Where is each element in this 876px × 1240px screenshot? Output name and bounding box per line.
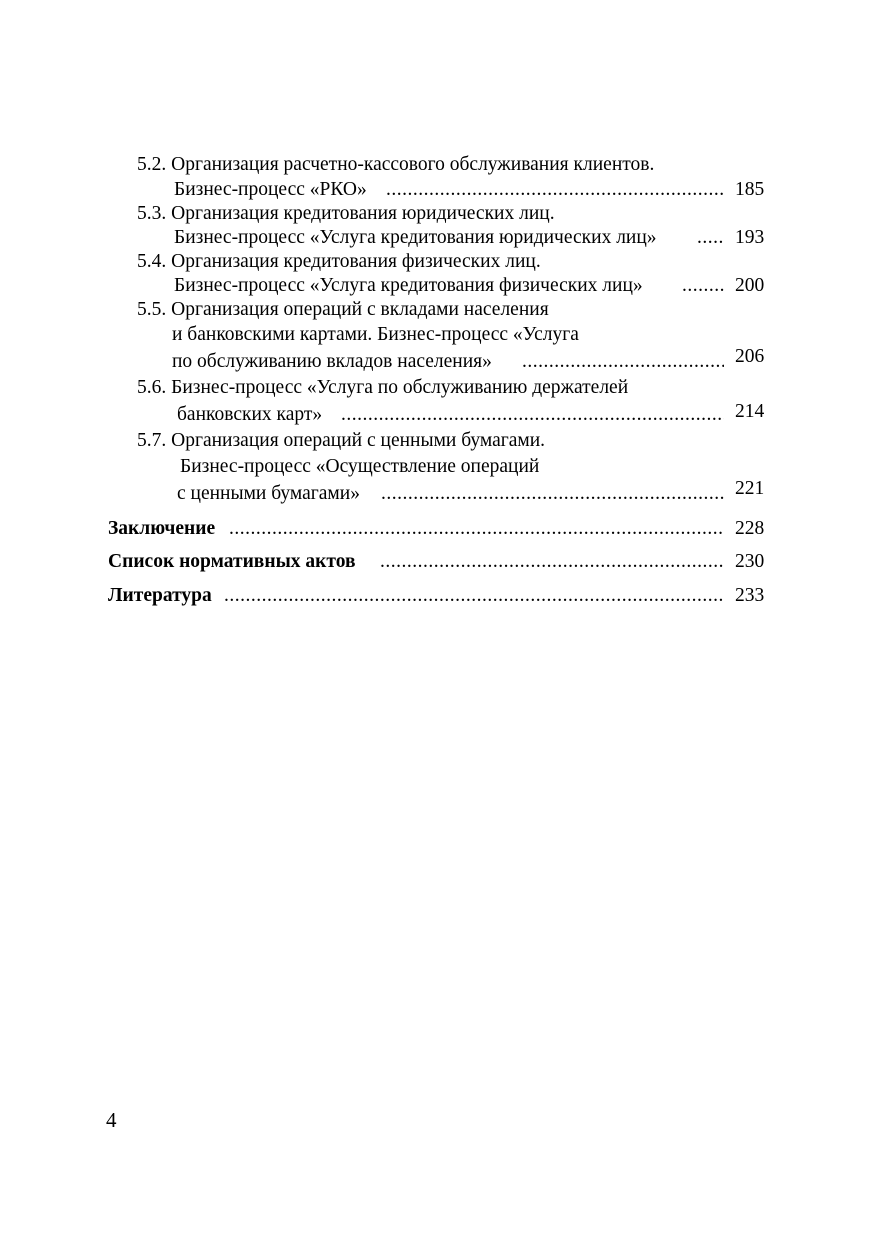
toc-entry-5-7-leader: [381, 482, 724, 506]
toc-entry-conclusion-page: 228: [735, 518, 765, 539]
toc-entry-5-7-line3: с ценными бумагами»: [177, 483, 360, 504]
toc-entry-5-3-line1: 5.3. Организация кредитования юридических лиц.: [137, 203, 555, 224]
toc-entry-5-3-page: 193: [735, 227, 765, 248]
toc-entry-literature-page: 233: [735, 585, 765, 606]
toc-entry-5-3-line2: Бизнес-процесс «Услуга кредитования юридических лиц»: [174, 227, 657, 248]
toc-entry-literature: Литература: [108, 585, 212, 606]
toc-entry-5-7-page: 221: [735, 478, 765, 499]
toc-entry-normative-acts-leader: [380, 550, 724, 574]
toc-entry-5-5-line2: и банковскими картами. Бизнес-процесс «Услуга: [172, 324, 579, 345]
toc-entry-5-4-leader: [682, 274, 724, 298]
page-number: 4: [106, 1108, 117, 1132]
toc-entry-normative-acts: Список нормативных актов: [108, 551, 356, 572]
toc-entry-5-5-page: 206: [735, 346, 765, 367]
toc-entry-conclusion-leader: [229, 517, 724, 541]
toc-entry-5-5-line3: по обслуживанию вкладов населения»: [172, 351, 492, 372]
toc-entry-5-6-line1: 5.6. Бизнес-процесс «Услуга по обслуживанию держателей: [137, 377, 629, 398]
toc-entry-conclusion: Заключение: [108, 518, 216, 539]
toc-entry-5-7-line2: Бизнес-процесс «Осуществление операций: [180, 456, 540, 477]
toc-entry-5-7-line1: 5.7. Организация операций с ценными бумагами.: [137, 430, 546, 451]
toc-entry-5-2-line2: Бизнес-процесс «РКО»: [174, 179, 367, 200]
toc-entry-5-3-leader: [697, 226, 724, 250]
toc-entry-5-5-line1: 5.5. Организация операций с вкладами населения: [137, 299, 549, 320]
toc-entry-5-6-leader: [341, 403, 724, 427]
toc-entry-normative-acts-page: 230: [735, 551, 765, 572]
toc-entry-5-4-page: 200: [735, 275, 765, 296]
toc-entry-5-6-line2: банковских карт»: [177, 404, 323, 425]
toc-entry-5-2-line1: 5.2. Организация расчетно-кассового обслуживания клиентов.: [137, 154, 655, 175]
toc-entry-5-2-leader: [386, 178, 724, 202]
toc-entry-literature-leader: [224, 584, 724, 608]
toc-entry-5-4-line2: Бизнес-процесс «Услуга кредитования физических лиц»: [174, 275, 643, 296]
toc-entry-5-4-line1: 5.4. Организация кредитования физических лиц.: [137, 251, 541, 272]
toc-entry-5-6-page: 214: [735, 401, 765, 422]
toc-entry-5-5-leader: [522, 350, 724, 374]
toc-entry-5-2-page: 185: [735, 179, 765, 200]
